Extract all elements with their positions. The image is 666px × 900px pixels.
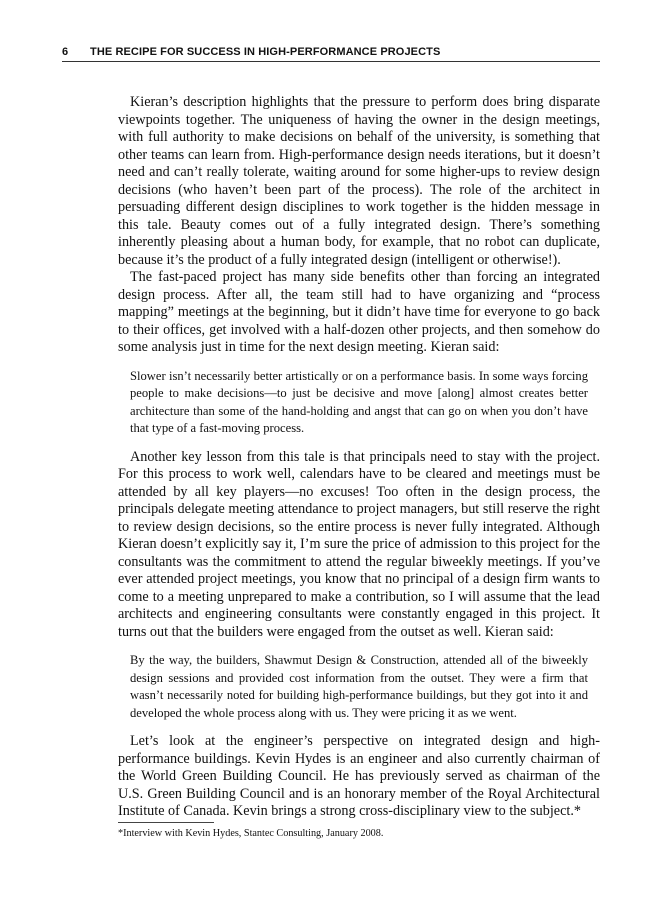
body-text — [118, 94, 600, 821]
footnote: *Interview with Kevin Hydes, Stantec Consulting, January 2008. — [118, 828, 384, 839]
paragraph: Let’s look at the engineer’s perspective on integrated design and high-performance buildings. Kevin Hydes is an engineer and also currently chairman of the World Green Building Council. He has previously served as chairman of the U.S. Green Building Council and is an honorary member of the Royal Architectural Institute of Canada. Kevin brings a strong cross-disciplinary view to the subject.* — [118, 733, 600, 819]
running-title: THE RECIPE FOR SUCCESS IN HIGH-PERFORMANCE PROJECTS — [90, 46, 441, 58]
page-number: 6 — [62, 46, 69, 58]
footnote-rule — [118, 822, 214, 823]
quote-text: Slower isn’t necessarily better artistically or on a performance basis. In some ways forcing people to make decisions—to just be decisive and move [along] almost creates better architecture than some of the hand-holding and angst that can go on when you don’t have that type of a fast-moving process. — [130, 368, 588, 435]
running-head — [62, 46, 602, 58]
quote-text: By the way, the builders, Shawmut Design & Construction, attended all of the biweekly design sessions and provided cost information from the outset. They were a firm that wasn’t necessarily noted for building high-performance buildings, but they got into it and developed the whole process along with us. They were pricing it as we went. — [130, 653, 588, 720]
paragraph: Another key lesson from this tale is that principals need to stay with the project. For this process to work well, calendars have to be cleared and meetings must be attended by all key players—no excuses! Too often in the design process, the principals delegate meeting attendance to project managers, but still reserve the right to review design decisions, so the entire process is never fully integrated. Although Kieran doesn’t explicitly say it, I’m sure the price of admission to this project for the consultants was the commitment to attend the regular biweekly meetings. If you’ve ever attended project meetings, you know that no principal of a design firm wants to come to a meeting unprepared to make a contribution, so I will assume that the lead architects and engineering consultants were constantly engaged in this project. It turns out that the builders were engaged from the outset as well. Kieran said: — [118, 448, 600, 640]
block-quote — [130, 652, 588, 722]
paragraph: The fast-paced project has many side benefits other than forcing an integrated design process. After all, the team still had to have organizing and “process mapping” meetings at the beginning, but it didn’t have time for everyone to go back to their offices, get involved with a half-dozen other projects, and then somehow do some analysis just in time for the next design meeting. Kieran said: — [118, 269, 600, 355]
block-quote — [130, 368, 588, 438]
header-rule — [62, 61, 600, 62]
paragraph: Kieran’s description highlights that the pressure to perform does bring disparate viewpoints together. The uniqueness of having the owner in the design meetings, with full authority to make decisions on behalf of the university, is something that other teams can learn from. High-performance design needs iterations, but it doesn’t need and can’t really tolerate, waiting around for some higher-ups to review design decisions (who haven’t been part of the process). The role of the architect in persuading different design disciplines to work together is the hidden message in this tale. Beauty comes out of a fully integrated design. There’s something inherently pleasing about a human body, for example, that no robot can duplicate, because it’s the product of a fully integrated design (intelligent or otherwise!). — [118, 94, 600, 268]
